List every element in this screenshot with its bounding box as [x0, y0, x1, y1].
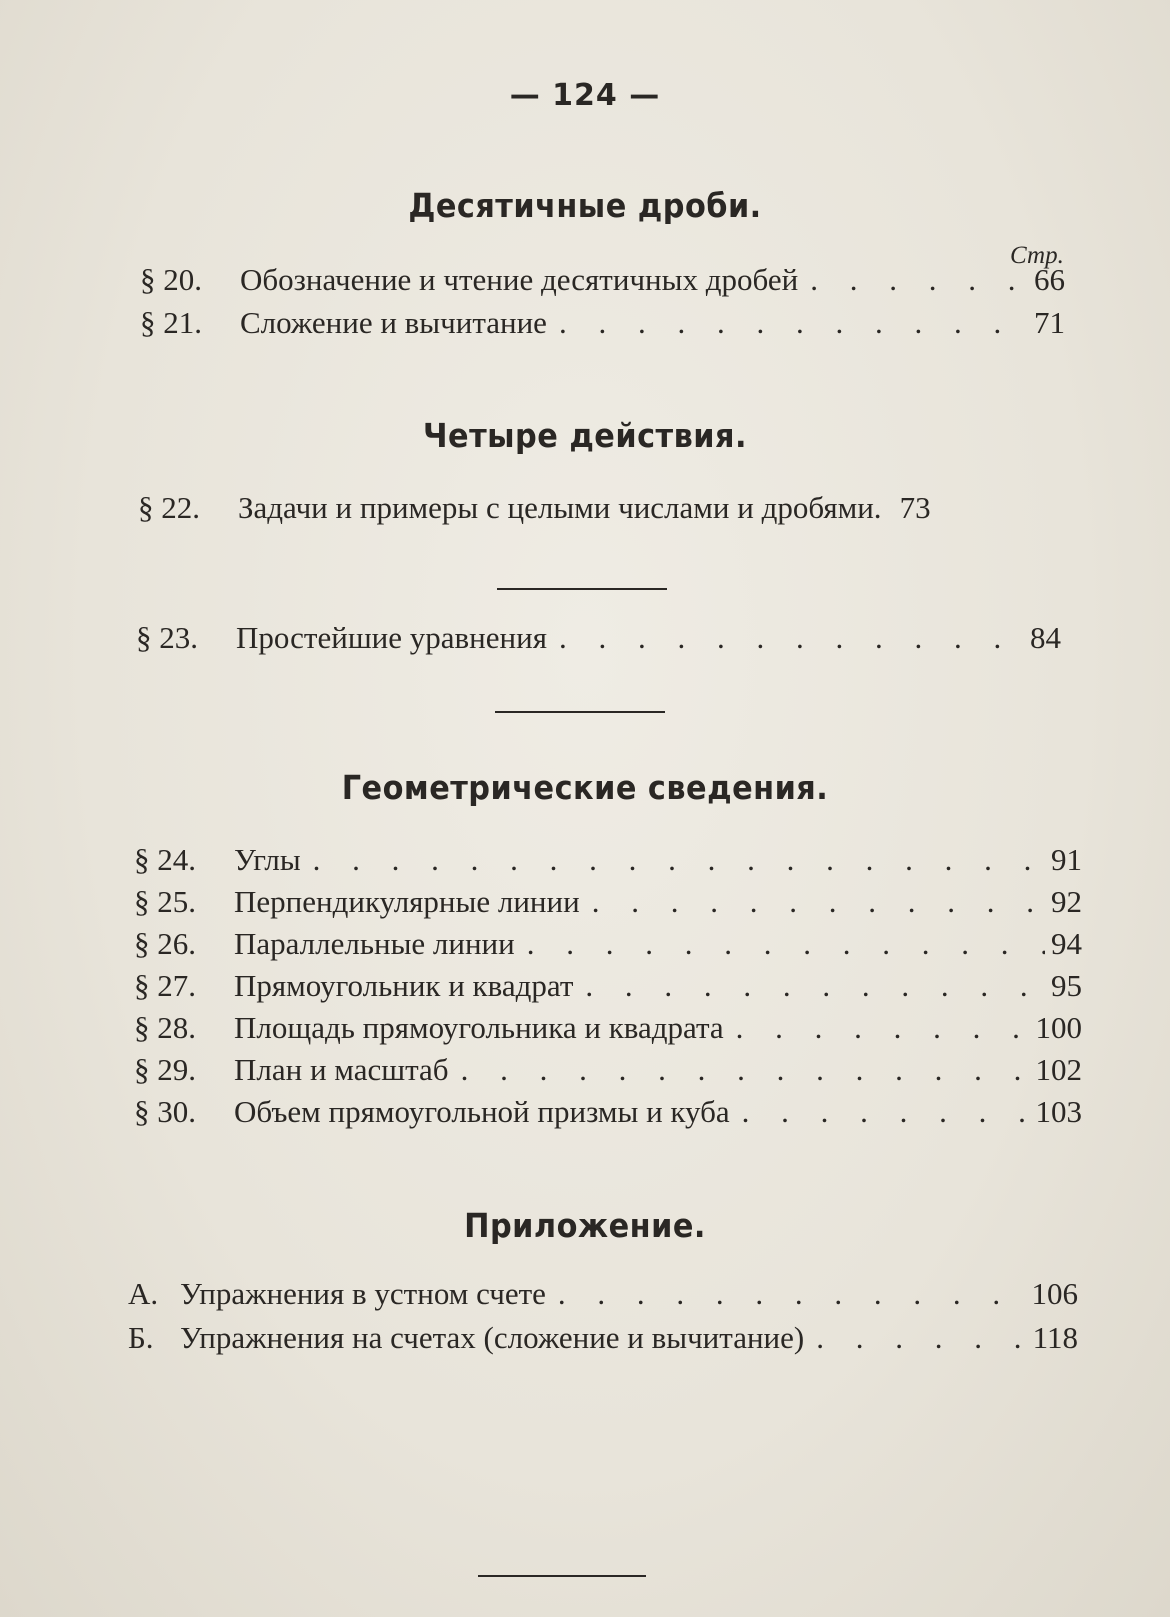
section-title-decimal-fractions: Десятичные дроби. [408, 186, 762, 225]
dot-leader [515, 926, 1045, 962]
toc-entry [134, 968, 1082, 1004]
toc-entry-page: 118 [1032, 1320, 1078, 1355]
toc-entry [134, 1052, 1082, 1088]
toc-entry-page: 73 [899, 490, 931, 525]
toc-entry-title: Упражнения в устном счете [180, 1276, 546, 1311]
toc-entry [128, 1320, 1078, 1356]
toc-entry-mark: § 24. [134, 842, 196, 877]
dot-leader [724, 1010, 1030, 1046]
page-column-label: Стр. [1010, 242, 1064, 269]
dot-leader [573, 968, 1045, 1004]
dot-leader [547, 620, 1024, 656]
toc-entry-title: Перпендикулярные линии [234, 884, 580, 919]
section-title-appendix: Приложение. [464, 1206, 706, 1245]
toc-entry-page: 84 [1030, 620, 1061, 655]
toc-entry [134, 1010, 1082, 1046]
toc-entry-title: Углы [234, 842, 301, 877]
toc-entry-mark: А. [128, 1276, 159, 1311]
toc-entry [140, 262, 1065, 298]
section-title-four-operations: Четыре действия. [423, 416, 747, 455]
toc-entry-page: 71 [1034, 305, 1065, 340]
toc-entry-title: План и масштаб [234, 1052, 449, 1087]
dot-leader [546, 1276, 1026, 1312]
toc-entry-mark: § 25. [134, 884, 196, 919]
toc-entry-page: 102 [1035, 1052, 1082, 1087]
toc-entry-mark: § 30. [134, 1094, 196, 1129]
end-divider [478, 1575, 646, 1577]
toc-entry-mark: § 29. [134, 1052, 196, 1087]
dot-leader [804, 1320, 1026, 1356]
dot-leader [301, 842, 1045, 878]
toc-entry-page: 92 [1051, 884, 1082, 919]
section-divider [495, 711, 665, 713]
toc-entry-title: Сложение и вычитание [240, 305, 547, 340]
toc-entry-title: Параллельные линии [234, 926, 515, 961]
toc-entry-page: 66 [1034, 262, 1065, 297]
toc-entry-title: Задачи и примеры с целыми числами и дробями. [238, 490, 882, 525]
toc-entry-mark: § 27. [134, 968, 196, 1003]
toc-entry [138, 490, 1063, 526]
toc-entry-mark: § 28. [134, 1010, 196, 1045]
toc-entry-page: 91 [1051, 842, 1082, 877]
toc-entry [134, 884, 1082, 920]
toc-entry [140, 305, 1065, 341]
toc-entry [134, 926, 1082, 962]
toc-entry-page: 103 [1035, 1094, 1082, 1129]
toc-entry [136, 620, 1061, 656]
toc-entry [134, 842, 1082, 878]
dot-leader [798, 262, 1028, 298]
toc-entry-mark: § 23. [136, 620, 198, 655]
dot-leader [547, 305, 1028, 341]
toc-entry-title: Объем прямоугольной призмы и куба [234, 1094, 730, 1129]
toc-entry-mark: § 26. [134, 926, 196, 961]
toc-entry-mark: § 21. [140, 305, 202, 340]
toc-entry [134, 1094, 1082, 1130]
toc-entry-title: Площадь прямоугольника и квадрата [234, 1010, 724, 1045]
dot-leader [730, 1094, 1030, 1130]
toc-entry-mark: § 22. [138, 490, 200, 525]
toc-entry-page: 106 [1031, 1276, 1078, 1311]
toc-entry-page: 94 [1051, 926, 1082, 961]
toc-entry-page: 95 [1051, 968, 1082, 1003]
toc-entry-mark: § 20. [140, 262, 202, 297]
dot-leader [449, 1052, 1030, 1088]
page-number: — 124 — [509, 78, 661, 113]
toc-entry [128, 1276, 1078, 1312]
toc-entry-page: 100 [1035, 1010, 1082, 1045]
toc-entry-mark: Б. [128, 1320, 154, 1355]
toc-entry-title: Обозначение и чтение десятичных дробей [240, 262, 799, 297]
section-title-geometry: Геометрические сведения. [341, 768, 829, 807]
toc-entry-title: Прямоугольник и квадрат [234, 968, 574, 1003]
toc-entry-title: Простейшие уравнения [236, 620, 547, 655]
section-divider [497, 588, 667, 590]
dot-leader [580, 884, 1045, 920]
toc-entry-title: Упражнения на счетах (сложение и вычитание) [180, 1320, 805, 1355]
